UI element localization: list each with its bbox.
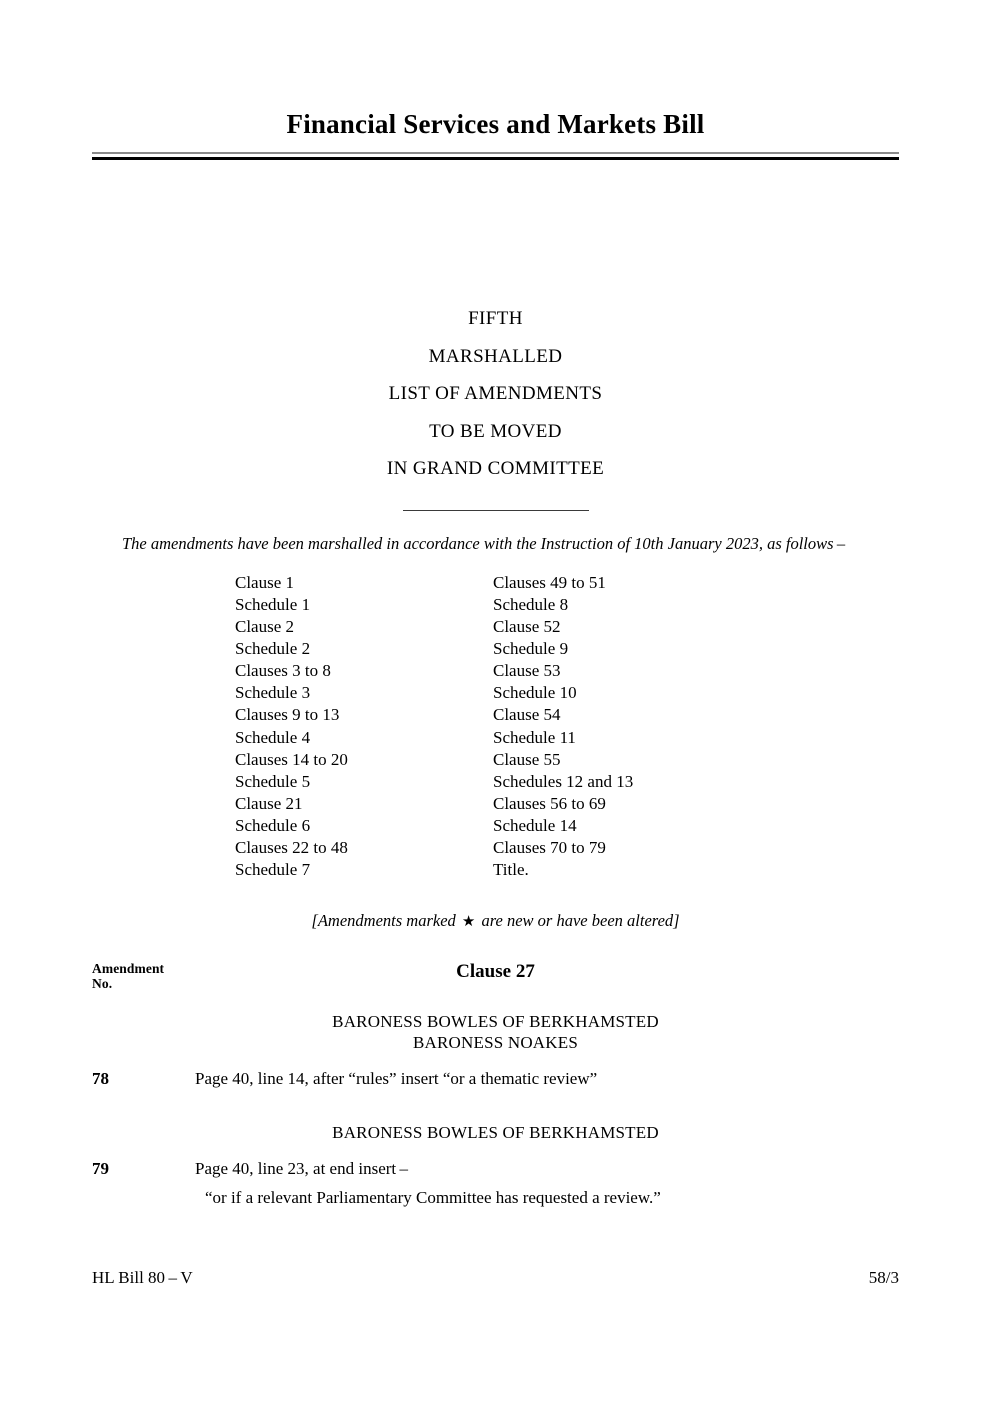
amendment-number: 79 <box>92 1159 109 1179</box>
clause-list-item: Schedule 14 <box>493 815 577 835</box>
clause-list-item: Schedule 2 <box>235 639 311 659</box>
clause-list-right-column <box>493 572 751 881</box>
heading-short-rule <box>403 510 589 512</box>
divider-thick-rule <box>92 157 899 160</box>
amendment-text: Page 40, line 14, after “rules” insert “or a thematic review” <box>195 1069 598 1089</box>
clause-list-item: Schedule 3 <box>235 683 311 703</box>
heading-line-5: IN GRAND COMMITTEE <box>386 458 605 480</box>
clause-list-item: Clause 21 <box>235 793 303 813</box>
title-divider <box>92 152 899 160</box>
page-title: Financial Services and Markets Bill <box>286 109 705 139</box>
heading-line-3: LIST OF AMENDMENTS <box>388 383 603 405</box>
sponsor-list <box>92 1122 899 1143</box>
clause-list-item: Schedule 11 <box>493 727 576 747</box>
clause-list-item: Schedule 8 <box>493 594 569 614</box>
heading-line-4: TO BE MOVED <box>429 420 562 442</box>
clause-list-item: Clauses 22 to 48 <box>235 838 348 858</box>
clause-list-item: Schedule 5 <box>235 771 311 791</box>
clause-list-item: Clauses 14 to 20 <box>235 749 348 769</box>
footer-page-number: 58/3 <box>868 1268 899 1287</box>
clause-list-item: Clauses 3 to 8 <box>235 661 331 681</box>
heading-line-1: FIFTH <box>468 308 523 330</box>
clause-list-item: Schedule 1 <box>235 594 311 614</box>
star-note <box>92 911 899 931</box>
clause-list-item: Schedule 10 <box>493 683 577 703</box>
divider-thin-rule <box>92 152 899 154</box>
amendment-section-header <box>92 961 899 995</box>
amendment-no-label-line1: Amendment <box>92 961 165 977</box>
star-icon: ★ <box>461 914 476 931</box>
clause-list-item: Schedule 6 <box>235 815 311 835</box>
amendment-entry <box>92 1156 899 1211</box>
clause-list-item: Schedule 7 <box>235 860 311 880</box>
star-note-prefix: [Amendments marked <box>311 911 456 931</box>
clause-list-item: Schedules 12 and 13 <box>493 771 634 791</box>
clause-list-item: Schedule 4 <box>235 727 311 747</box>
clause-list-item: Clause 55 <box>493 749 561 769</box>
amendment-inserted-text: “or if a relevant Parliamentary Committee has requested a review.” <box>205 1188 661 1208</box>
clause-list-item: Title. <box>493 860 529 880</box>
clause-list-item: Clauses 49 to 51 <box>493 572 606 592</box>
amendment-no-label-line2: No. <box>92 976 113 992</box>
footer-bill-reference: HL Bill 80 – V <box>92 1268 193 1287</box>
clause-list-item: Schedule 9 <box>493 639 569 659</box>
clause-list-left-column <box>235 572 493 881</box>
amendment-entry <box>92 1066 899 1092</box>
list-heading-block <box>92 300 899 511</box>
page-footer <box>92 1268 899 1288</box>
sponsor-name: BARONESS BOWLES OF BERKHAMSTED <box>332 1123 659 1143</box>
sponsor-list <box>92 1011 899 1053</box>
star-note-suffix: are new or have been altered] <box>481 911 680 931</box>
amendment-no-label <box>92 961 164 991</box>
clause-list-item: Clause 54 <box>493 705 561 725</box>
clause-list-item: Clause 53 <box>493 661 561 681</box>
clause-list-item: Clauses 9 to 13 <box>235 705 340 725</box>
clause-list-item: Clause 52 <box>493 617 561 637</box>
sponsor-name: BARONESS NOAKES <box>413 1033 578 1053</box>
clause-heading: Clause 27 <box>456 961 535 983</box>
amendment-text: Page 40, line 23, at end insert – <box>195 1159 409 1179</box>
heading-line-2: MARSHALLED <box>428 345 563 367</box>
instruction-paragraph: The amendments have been marshalled in accordance with the Instruction of 10th January 2023, as follows – <box>122 534 846 554</box>
amendment-number: 78 <box>92 1069 109 1089</box>
clause-list <box>92 572 899 881</box>
clause-list-item: Clauses 56 to 69 <box>493 793 606 813</box>
sponsor-name: BARONESS BOWLES OF BERKHAMSTED <box>332 1012 659 1032</box>
clause-list-item: Clauses 70 to 79 <box>493 838 606 858</box>
clause-list-item: Clause 1 <box>235 572 295 592</box>
clause-list-item: Clause 2 <box>235 617 295 637</box>
